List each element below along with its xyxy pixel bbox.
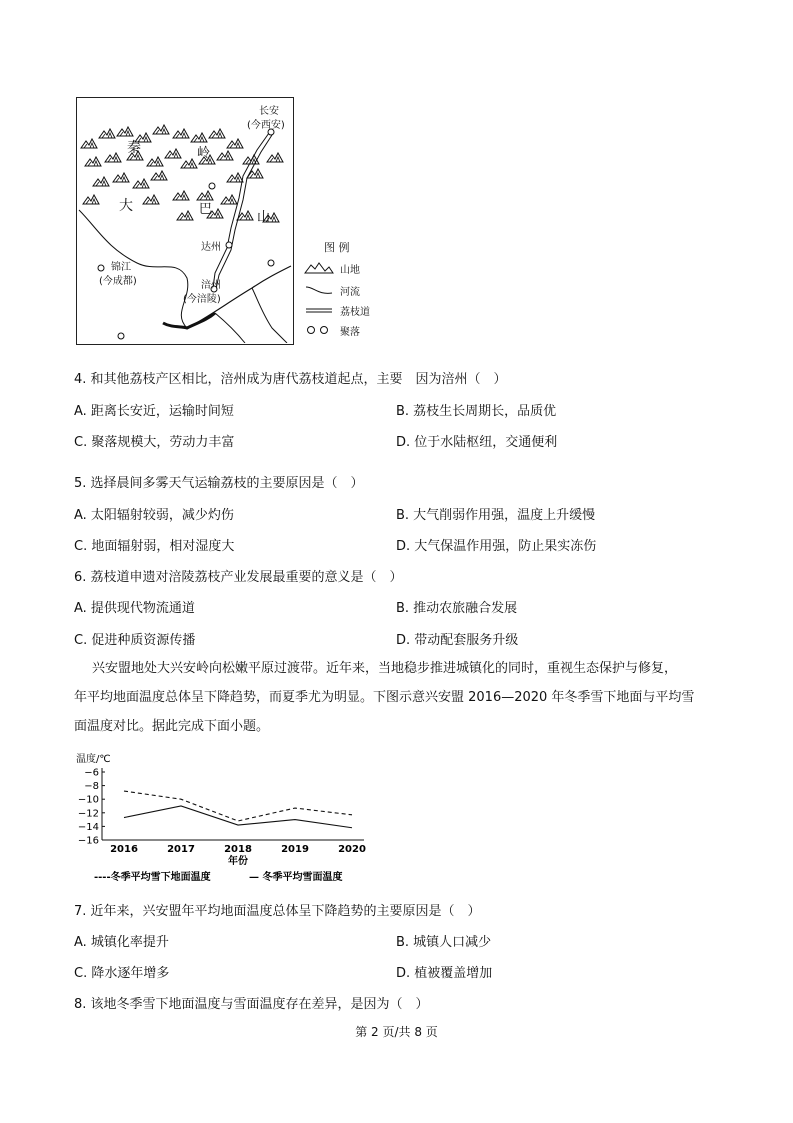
q5-option-a: A. 太阳辐射较弱，减少灼伤 <box>74 508 234 523</box>
question-4: 4. 和其他荔枝产区相比，涪州成为唐代荔枝道起点，主要 因为涪州（ ） <box>74 372 507 387</box>
q6-option-c: C. 促进种质资源传播 <box>74 633 196 648</box>
mountain-icon <box>304 261 334 275</box>
label-changan-note: (今西安) <box>247 120 285 131</box>
legend-item-mountain: 山地 <box>304 260 334 276</box>
x-axis-label: 年份 <box>228 856 248 867</box>
legend-title: 图 例 <box>324 241 350 254</box>
legend-entry-2: — 冬季平均雪面温度 <box>249 872 343 883</box>
series-line-1 <box>124 791 352 821</box>
map-figure <box>76 97 294 345</box>
legend-entry-1: ----冬季平均雪下地面温度 <box>94 872 211 883</box>
y-tick-label: −8 <box>84 781 99 793</box>
q5-option-c: C. 地面辐射弱，相对湿度大 <box>74 539 235 554</box>
q5-option-d: D. 大气保温作用强，防止果实冻伤 <box>396 539 597 554</box>
label-fuzhou: 涪州 <box>201 280 221 291</box>
label-ling: 岭 <box>197 146 211 161</box>
passage-line-2: 年平均地面温度总体呈下降趋势，而夏季尤为明显。下图示意兴安盟 2016—2020 年冬季雪下地面与平均雪 <box>74 690 695 705</box>
y-tick-label: −10 <box>77 794 99 806</box>
label-da: 大 <box>119 198 133 214</box>
chart-svg <box>74 752 394 892</box>
q4-option-b: B. 荔枝生长周期长，品质优 <box>396 404 557 419</box>
label-jinjiang-note: (今成都) <box>99 276 137 287</box>
passage <box>74 654 724 741</box>
question-5: 5. 选择晨间多雾天气运输荔枝的主要原因是（ ） <box>74 476 364 491</box>
passage-line-1: 兴安盟地处大兴安岭向松嫩平原过渡带。近年来，当地稳步推进城镇化的同时，重视生态保护与修复， <box>92 661 678 676</box>
q7-option-c: C. 降水逐年增多 <box>74 966 170 981</box>
question-6: 6. 荔枝道申遗对涪陵荔枝产业发展最重要的意义是（ ） <box>74 570 403 585</box>
label-jinjiang: 锦江 <box>111 262 131 273</box>
q6-option-a: A. 提供现代物流通道 <box>74 601 195 616</box>
page-footer: 第 2 页/共 8 页 <box>355 1025 438 1039</box>
y-tick-label: −6 <box>84 767 99 779</box>
road-icon <box>304 303 334 317</box>
q7-option-a: A. 城镇化率提升 <box>74 935 169 950</box>
q4-option-d: D. 位于水陆枢纽，交通便利 <box>396 435 558 450</box>
question-7: 7. 近年来，兴安盟年平均地面温度总体呈下降趋势的主要原因是（ ） <box>74 904 481 919</box>
river-icon <box>304 283 334 297</box>
q7-option-b: B. 城镇人口减少 <box>396 935 492 950</box>
passage-line-3: 面温度对比。据此完成下面小题。 <box>74 719 270 734</box>
q7-option-d: D. 植被覆盖增加 <box>396 966 493 981</box>
q5-option-b: B. 大气削弱作用强，温度上升缓慢 <box>396 508 596 523</box>
x-tick-label: 2018 <box>224 844 252 855</box>
y-axis-label: 温度/℃ <box>76 754 111 765</box>
q4-option-a: A. 距离长安近，运输时间短 <box>74 404 234 419</box>
y-tick-label: −16 <box>77 835 99 847</box>
q6-option-b: B. 推动农旅融合发展 <box>396 601 518 616</box>
map-legend <box>304 240 394 345</box>
x-tick-label: 2020 <box>338 844 366 855</box>
question-8: 8. 该地冬季雪下地面温度与雪面温度存在差异，是因为（ ） <box>74 997 429 1012</box>
label-qin: 秦 <box>127 140 141 156</box>
legend-item-road: 荔枝道 <box>304 302 334 318</box>
label-shan: 山 <box>257 210 271 225</box>
x-tick-label: 2019 <box>281 844 309 855</box>
y-tick-label: −14 <box>77 821 99 833</box>
q4-option-c: C. 聚落规模大，劳动力丰富 <box>74 435 235 450</box>
x-tick-label: 2016 <box>110 844 138 855</box>
label-fuzhou-note: (今涪陵) <box>183 294 221 305</box>
q6-option-d: D. 带动配套服务升级 <box>396 633 519 648</box>
label-ba: 巴 <box>199 202 213 217</box>
x-tick-label: 2017 <box>167 844 195 855</box>
label-changan: 长安 <box>259 106 279 117</box>
label-dazhou: 达州 <box>201 242 221 253</box>
temperature-chart <box>74 752 394 892</box>
settlement-icon <box>304 323 334 337</box>
series-line-2 <box>124 806 352 828</box>
y-tick-label: −12 <box>77 808 99 820</box>
legend-item-river: 河流 <box>304 282 334 298</box>
legend-item-settlement: 聚落 <box>304 322 334 338</box>
